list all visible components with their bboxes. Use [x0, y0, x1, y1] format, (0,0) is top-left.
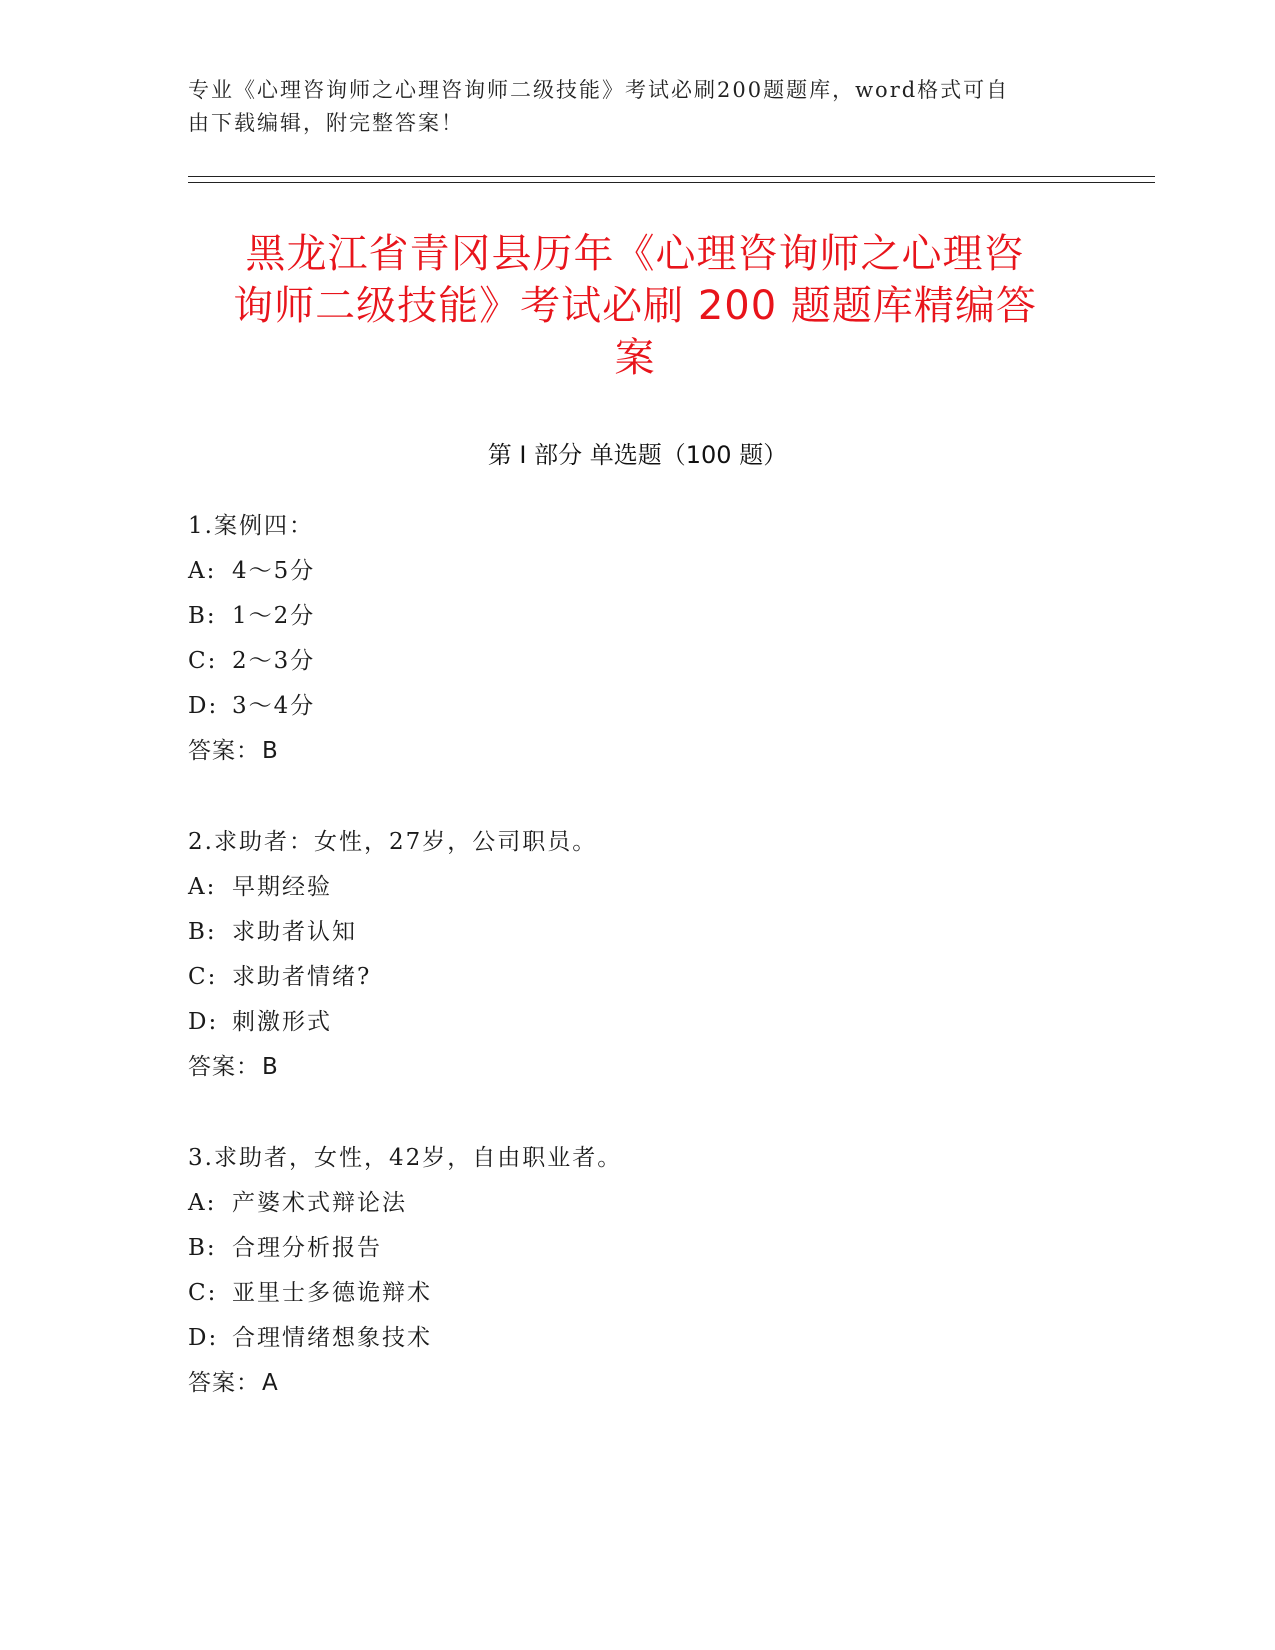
option-d	[188, 1316, 1088, 1361]
option-label: B:	[188, 603, 217, 629]
header-divider-top	[188, 176, 1155, 177]
answer-value: B	[262, 738, 279, 764]
option-text: 早期经验	[232, 874, 332, 900]
answer-line	[188, 1045, 1088, 1090]
option-text: 3～4分	[232, 693, 316, 719]
option-label: A:	[188, 874, 217, 900]
option-d	[188, 1000, 1088, 1045]
option-label: C:	[188, 648, 218, 674]
option-label: D:	[188, 693, 219, 719]
option-b	[188, 594, 1088, 639]
option-a	[188, 865, 1088, 910]
option-b	[188, 910, 1088, 955]
answer-prefix: 答案：	[188, 738, 260, 764]
section-title: 第 I 部分 单选题（100 题）	[487, 441, 788, 469]
option-a	[188, 1181, 1088, 1226]
document-title	[170, 228, 1100, 384]
option-text: 亚里士多德诡辩术	[232, 1280, 432, 1306]
question-1	[188, 504, 1088, 774]
header-divider-bottom	[188, 182, 1155, 183]
option-label: A:	[188, 558, 217, 584]
option-label: B:	[188, 1235, 217, 1261]
option-label: C:	[188, 1280, 218, 1306]
question-2	[188, 820, 1088, 1090]
answer-prefix: 答案：	[188, 1054, 260, 1080]
option-text: 4～5分	[232, 558, 316, 584]
header-note-line-1: 专业《心理咨询师之心理咨询师二级技能》考试必刷200题题库，word格式可自	[188, 78, 1010, 102]
option-text: 求助者情绪?	[232, 964, 372, 990]
answer-line	[188, 1361, 1088, 1406]
question-stem: 1.案例四：	[188, 513, 314, 539]
option-d	[188, 684, 1088, 729]
answer-prefix: 答案：	[188, 1370, 260, 1396]
option-text: 合理情绪想象技术	[232, 1325, 432, 1351]
option-text: 合理分析报告	[232, 1235, 382, 1261]
question-3	[188, 1136, 1088, 1406]
option-text: 刺激形式	[232, 1009, 332, 1035]
option-text: 求助者认知	[232, 919, 357, 945]
option-label: D:	[188, 1009, 219, 1035]
question-stem: 3.求助者，女性，42岁，自由职业者。	[188, 1145, 623, 1171]
document-title-line-1: 黑龙江省青冈县历年《心理咨询师之心理咨	[245, 231, 1025, 277]
option-b	[188, 1226, 1088, 1271]
option-a	[188, 549, 1088, 594]
option-text: 1～2分	[232, 603, 316, 629]
option-label: B:	[188, 919, 217, 945]
header-note-line-2: 由下载编辑，附完整答案！	[188, 111, 464, 135]
document-title-line-3: 案	[614, 335, 656, 381]
option-text: 产婆术式辩论法	[232, 1190, 407, 1216]
question-stem: 2.求助者：女性，27岁，公司职员。	[188, 829, 598, 855]
option-c	[188, 639, 1088, 684]
answer-line	[188, 729, 1088, 774]
option-label: C:	[188, 964, 218, 990]
option-c	[188, 955, 1088, 1000]
header-note	[188, 74, 1068, 140]
document-title-line-2: 询师二级技能》考试必刷 200 题题库精编答	[233, 283, 1037, 329]
option-text: 2～3分	[232, 648, 316, 674]
answer-value: B	[262, 1054, 279, 1080]
answer-value: A	[262, 1370, 279, 1396]
option-c	[188, 1271, 1088, 1316]
option-label: A:	[188, 1190, 217, 1216]
option-label: D:	[188, 1325, 219, 1351]
